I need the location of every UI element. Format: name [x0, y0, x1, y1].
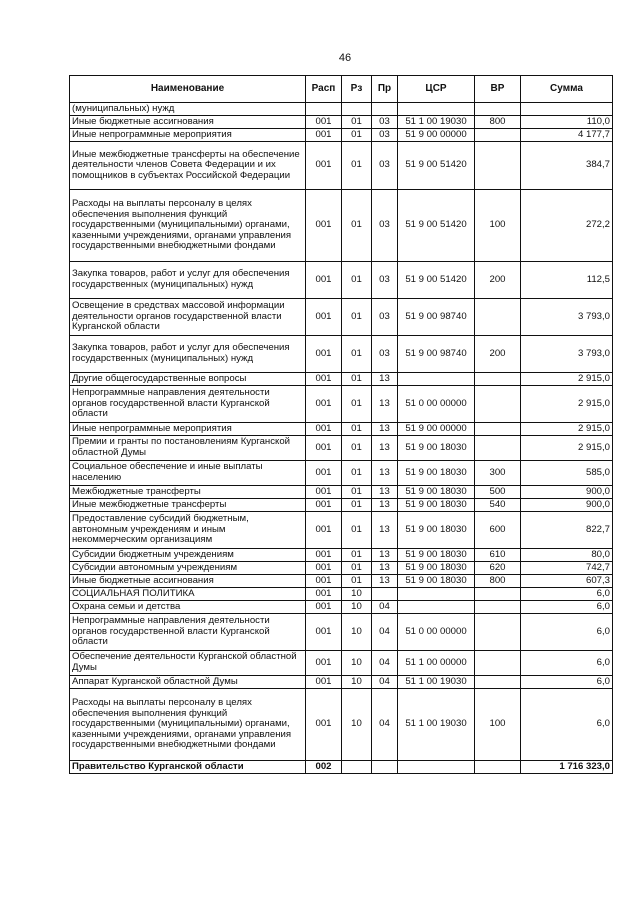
table-row	[70, 761, 613, 774]
header-rasp: Расп	[306, 76, 342, 103]
header-name: Наименование	[70, 76, 306, 103]
table-row	[70, 499, 613, 512]
cell-vr: 800	[475, 116, 521, 129]
cell-csr: 51 9 00 00000	[398, 129, 475, 142]
cell-csr: 51 9 00 98740	[398, 299, 475, 336]
cell-rasp: 001	[306, 116, 342, 129]
cell-rz: 01	[342, 436, 372, 461]
cell-name: Иные непрограммные мероприятия	[70, 129, 306, 142]
cell-name: СОЦИАЛЬНАЯ ПОЛИТИКА	[70, 588, 306, 601]
table-row	[70, 601, 613, 614]
table-row	[70, 299, 613, 336]
cell-name: Иные бюджетные ассигнования	[70, 575, 306, 588]
cell-rz: 01	[342, 336, 372, 373]
cell-vr	[475, 676, 521, 689]
table-row	[70, 336, 613, 373]
cell-rz: 01	[342, 512, 372, 549]
cell-csr	[398, 373, 475, 386]
cell-pr: 13	[372, 373, 398, 386]
cell-vr: 100	[475, 689, 521, 761]
cell-pr	[372, 761, 398, 774]
cell-csr: 51 9 00 18030	[398, 436, 475, 461]
cell-name: Предоставление субсидий бюджетным, автономным учреждениям и иным некоммерческим организациям	[70, 512, 306, 549]
cell-csr: 51 1 00 00000	[398, 651, 475, 676]
table-header-row	[70, 76, 613, 103]
table-row	[70, 423, 613, 436]
cell-vr	[475, 423, 521, 436]
cell-name: Премии и гранты по постановлениям Курганской областной Думы	[70, 436, 306, 461]
cell-sum: 6,0	[521, 651, 613, 676]
cell-sum: 272,2	[521, 190, 613, 262]
cell-sum: 822,7	[521, 512, 613, 549]
table-row	[70, 614, 613, 651]
cell-name: Охрана семьи и детства	[70, 601, 306, 614]
cell-name: Иные межбюджетные трансферты	[70, 499, 306, 512]
cell-rasp: 001	[306, 689, 342, 761]
cell-name: Иные межбюджетные трансферты на обеспечение деятельности членов Совета Федерации и их помощников в субъектах Российской Федерации	[70, 142, 306, 190]
cell-rz: 10	[342, 651, 372, 676]
cell-name: Непрограммные направления деятельности органов государственной власти Курганской области	[70, 386, 306, 423]
header-csr: ЦСР	[398, 76, 475, 103]
cell-vr: 620	[475, 562, 521, 575]
cell-sum: 6,0	[521, 689, 613, 761]
cell-rasp: 001	[306, 575, 342, 588]
cell-sum: 6,0	[521, 676, 613, 689]
cell-vr	[475, 142, 521, 190]
cell-csr: 51 9 00 51420	[398, 262, 475, 299]
cell-sum	[521, 103, 613, 116]
cell-rasp: 001	[306, 588, 342, 601]
cell-pr: 13	[372, 486, 398, 499]
cell-rasp: 001	[306, 651, 342, 676]
cell-pr: 13	[372, 575, 398, 588]
cell-rz: 10	[342, 601, 372, 614]
cell-name: Расходы на выплаты персоналу в целях обеспечения выполнения функций государственными (муниципальными) органами, казенными учреждениями, органами управления государственными внебюджетными фондами	[70, 689, 306, 761]
cell-pr: 13	[372, 436, 398, 461]
cell-vr: 610	[475, 549, 521, 562]
cell-rasp: 001	[306, 562, 342, 575]
table-row	[70, 588, 613, 601]
cell-csr: 51 1 00 19030	[398, 116, 475, 129]
cell-rasp: 001	[306, 386, 342, 423]
table-row	[70, 562, 613, 575]
cell-csr: 51 9 00 18030	[398, 486, 475, 499]
cell-vr	[475, 651, 521, 676]
table-row	[70, 142, 613, 190]
cell-csr: 51 9 00 00000	[398, 423, 475, 436]
cell-sum: 1 716 323,0	[521, 761, 613, 774]
budget-table	[69, 75, 613, 774]
cell-sum: 2 915,0	[521, 436, 613, 461]
cell-vr	[475, 761, 521, 774]
cell-vr	[475, 588, 521, 601]
cell-rz: 01	[342, 190, 372, 262]
cell-rz: 10	[342, 676, 372, 689]
cell-rasp: 001	[306, 336, 342, 373]
page-number: 46	[338, 52, 352, 64]
cell-sum: 112,5	[521, 262, 613, 299]
table-row	[70, 549, 613, 562]
cell-pr	[372, 103, 398, 116]
cell-vr: 800	[475, 575, 521, 588]
cell-rasp: 001	[306, 549, 342, 562]
table-row	[70, 461, 613, 486]
cell-name: Аппарат Курганской областной Думы	[70, 676, 306, 689]
table-row	[70, 512, 613, 549]
header-rz: Рз	[342, 76, 372, 103]
cell-rz: 10	[342, 689, 372, 761]
cell-pr: 03	[372, 142, 398, 190]
cell-rz: 10	[342, 588, 372, 601]
cell-rz: 01	[342, 423, 372, 436]
cell-rasp: 001	[306, 676, 342, 689]
cell-vr: 200	[475, 336, 521, 373]
cell-rz: 01	[342, 549, 372, 562]
cell-rz: 01	[342, 129, 372, 142]
cell-pr: 04	[372, 689, 398, 761]
cell-rz: 01	[342, 373, 372, 386]
cell-csr: 51 9 00 18030	[398, 512, 475, 549]
cell-rz	[342, 761, 372, 774]
cell-vr	[475, 103, 521, 116]
cell-pr: 03	[372, 190, 398, 262]
cell-sum: 900,0	[521, 486, 613, 499]
table-row	[70, 190, 613, 262]
cell-rz: 01	[342, 262, 372, 299]
cell-vr	[475, 129, 521, 142]
table-row	[70, 129, 613, 142]
cell-sum: 3 793,0	[521, 336, 613, 373]
cell-csr: 51 9 00 51420	[398, 190, 475, 262]
cell-vr	[475, 299, 521, 336]
cell-name: Расходы на выплаты персоналу в целях обеспечения выполнения функций государственными (муниципальными) органами, казенными учреждениями, органами управления государственными внебюджетными фондами	[70, 190, 306, 262]
header-pr: Пр	[372, 76, 398, 103]
table-row	[70, 689, 613, 761]
cell-csr	[398, 103, 475, 116]
cell-csr	[398, 761, 475, 774]
cell-sum: 900,0	[521, 499, 613, 512]
cell-pr: 04	[372, 614, 398, 651]
cell-rasp: 001	[306, 262, 342, 299]
cell-csr: 51 1 00 19030	[398, 676, 475, 689]
cell-pr: 03	[372, 116, 398, 129]
cell-sum: 3 793,0	[521, 299, 613, 336]
cell-csr: 51 9 00 18030	[398, 562, 475, 575]
cell-pr: 13	[372, 386, 398, 423]
cell-csr: 51 9 00 18030	[398, 575, 475, 588]
cell-sum: 585,0	[521, 461, 613, 486]
cell-rasp: 001	[306, 512, 342, 549]
cell-pr: 03	[372, 129, 398, 142]
cell-csr: 51 0 00 00000	[398, 614, 475, 651]
table-row	[70, 262, 613, 299]
cell-pr: 13	[372, 461, 398, 486]
cell-pr: 13	[372, 562, 398, 575]
cell-sum: 2 915,0	[521, 373, 613, 386]
cell-vr: 500	[475, 486, 521, 499]
cell-rasp: 001	[306, 373, 342, 386]
cell-pr: 13	[372, 499, 398, 512]
cell-vr: 200	[475, 262, 521, 299]
cell-sum: 4 177,7	[521, 129, 613, 142]
cell-vr	[475, 386, 521, 423]
cell-pr: 03	[372, 262, 398, 299]
cell-name: Субсидии бюджетным учреждениям	[70, 549, 306, 562]
cell-rasp: 001	[306, 423, 342, 436]
cell-sum: 607,3	[521, 575, 613, 588]
cell-rz: 01	[342, 499, 372, 512]
table-row	[70, 575, 613, 588]
cell-csr: 51 1 00 19030	[398, 689, 475, 761]
cell-pr: 03	[372, 336, 398, 373]
cell-rz	[342, 103, 372, 116]
cell-vr: 540	[475, 499, 521, 512]
cell-rasp: 001	[306, 142, 342, 190]
cell-name: Освещение в средствах массовой информации деятельности органов государственной власти Курганской области	[70, 299, 306, 336]
cell-name: Социальное обеспечение и иные выплаты населению	[70, 461, 306, 486]
table-row	[70, 103, 613, 116]
cell-rz: 01	[342, 299, 372, 336]
cell-vr	[475, 601, 521, 614]
cell-pr: 13	[372, 549, 398, 562]
cell-vr: 600	[475, 512, 521, 549]
cell-name: Обеспечение деятельности Курганской областной Думы	[70, 651, 306, 676]
cell-rasp: 001	[306, 299, 342, 336]
cell-pr: 04	[372, 676, 398, 689]
cell-csr: 51 0 00 00000	[398, 386, 475, 423]
cell-pr: 04	[372, 601, 398, 614]
header-sum: Сумма	[521, 76, 613, 103]
cell-sum: 6,0	[521, 601, 613, 614]
cell-rz: 01	[342, 142, 372, 190]
cell-sum: 2 915,0	[521, 386, 613, 423]
cell-csr: 51 9 00 18030	[398, 549, 475, 562]
cell-rasp: 001	[306, 129, 342, 142]
cell-rz: 10	[342, 614, 372, 651]
cell-csr: 51 9 00 51420	[398, 142, 475, 190]
cell-sum: 2 915,0	[521, 423, 613, 436]
table-row	[70, 676, 613, 689]
cell-name: Иные бюджетные ассигнования	[70, 116, 306, 129]
cell-name: (муниципальных) нужд	[70, 103, 306, 116]
cell-rasp: 001	[306, 601, 342, 614]
cell-rz: 01	[342, 116, 372, 129]
cell-name: Закупка товаров, работ и услуг для обеспечения государственных (муниципальных) нужд	[70, 336, 306, 373]
cell-sum: 6,0	[521, 588, 613, 601]
cell-vr	[475, 614, 521, 651]
cell-csr	[398, 601, 475, 614]
cell-pr: 04	[372, 651, 398, 676]
table-row	[70, 386, 613, 423]
cell-rasp: 001	[306, 190, 342, 262]
cell-sum: 110,0	[521, 116, 613, 129]
cell-csr: 51 9 00 98740	[398, 336, 475, 373]
cell-pr: 13	[372, 423, 398, 436]
cell-vr	[475, 373, 521, 386]
cell-rasp: 001	[306, 436, 342, 461]
cell-pr: 03	[372, 299, 398, 336]
cell-rasp: 001	[306, 499, 342, 512]
cell-rz: 01	[342, 562, 372, 575]
cell-rasp: 001	[306, 614, 342, 651]
cell-sum: 6,0	[521, 614, 613, 651]
cell-sum: 384,7	[521, 142, 613, 190]
cell-pr: 13	[372, 512, 398, 549]
cell-sum: 742,7	[521, 562, 613, 575]
table-row	[70, 436, 613, 461]
cell-sum: 80,0	[521, 549, 613, 562]
cell-rz: 01	[342, 386, 372, 423]
cell-name: Другие общегосударственные вопросы	[70, 373, 306, 386]
cell-name: Субсидии автономным учреждениям	[70, 562, 306, 575]
cell-rasp: 002	[306, 761, 342, 774]
cell-csr: 51 9 00 18030	[398, 499, 475, 512]
cell-csr: 51 9 00 18030	[398, 461, 475, 486]
cell-rz: 01	[342, 486, 372, 499]
cell-csr	[398, 588, 475, 601]
cell-vr	[475, 436, 521, 461]
cell-vr: 300	[475, 461, 521, 486]
cell-rasp	[306, 103, 342, 116]
cell-name: Правительство Курганской области	[70, 761, 306, 774]
cell-rasp: 001	[306, 486, 342, 499]
cell-pr	[372, 588, 398, 601]
cell-vr: 100	[475, 190, 521, 262]
table-row	[70, 373, 613, 386]
header-vr: ВР	[475, 76, 521, 103]
table-row	[70, 116, 613, 129]
cell-name: Закупка товаров, работ и услуг для обеспечения государственных (муниципальных) нужд	[70, 262, 306, 299]
cell-name: Межбюджетные трансферты	[70, 486, 306, 499]
cell-name: Непрограммные направления деятельности органов государственной власти Курганской области	[70, 614, 306, 651]
cell-name: Иные непрограммные мероприятия	[70, 423, 306, 436]
cell-rz: 01	[342, 461, 372, 486]
table-row	[70, 651, 613, 676]
cell-rz: 01	[342, 575, 372, 588]
table-row	[70, 486, 613, 499]
cell-rasp: 001	[306, 461, 342, 486]
